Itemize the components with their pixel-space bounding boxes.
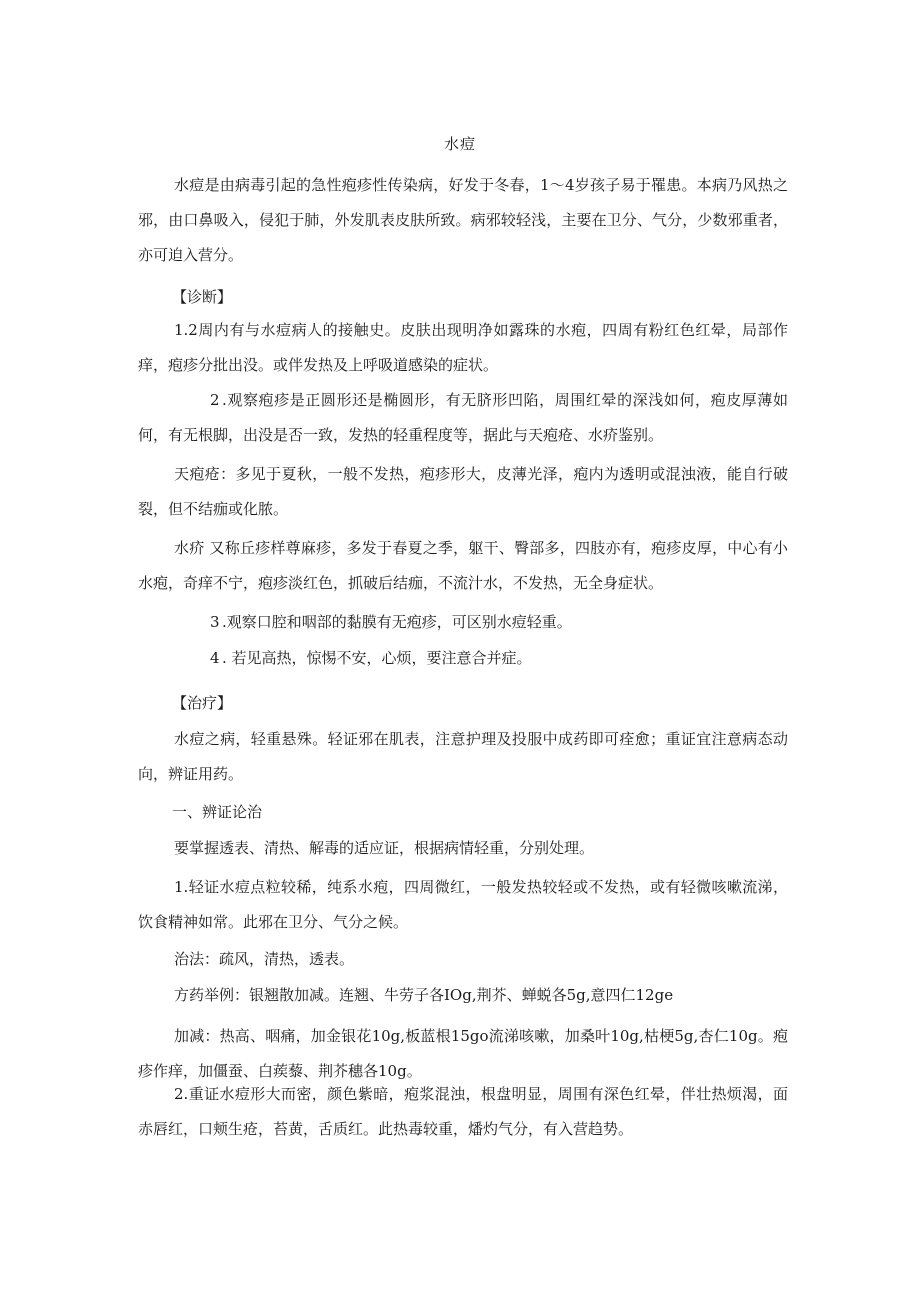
diagnosis-item-2 <box>138 383 788 453</box>
mild-case-modification: 加减：热高、咽痛，加金银花10g,板蓝根15go流涕咳嗽，加桑叶10g,枯梗5g,杏仁10g。疱疹作痒，加僵蚕、白蒺藜、荆芥穗各10g。 <box>138 1027 788 1080</box>
diagnosis-item-3 <box>138 605 788 640</box>
treatment-heading: 【治疗】 <box>172 694 233 712</box>
diagnosis-item-3-number: 3 <box>210 613 220 631</box>
diagnosis-heading: 【诊断】 <box>172 288 233 306</box>
treatment-intro: 水痘之病，轻重悬殊。轻证邪在肌表，注意护理及投服中成药即可痊愈；重证宜注意病态动向，辨证用药。 <box>138 730 788 783</box>
diagnosis-item-4 <box>138 641 788 676</box>
shuijie-paragraph: 水疥 又称丘疹样尊麻疹，多发于春夏之季，躯干、臀部多，四肢亦有，疱疹皮厚，中心有小水疱，奇痒不宁，疱疹淡红色，抓破后结痂，不流汁水，不发热，无全身症状。 <box>138 539 788 592</box>
diagnosis-item-1: 1.2周内有与水痘病人的接触史。皮肤出现明净如露珠的水疱，四周有粉红色红晕，局部作痒，疱疹分批出没。或伴发热及上呼吸道感染的症状。 <box>138 321 788 374</box>
diagnosis-item-2-number: 2 <box>210 391 220 409</box>
tianpaochuang-paragraph: 天疱疮：多见于夏秋，一般不发热，疱疹形大，皮薄光泽，疱内为透明或混浊液，能自行破裂，但不结痂或化脓。 <box>138 465 788 518</box>
syndrome-differentiation-heading: 一、辨证论治 <box>172 803 263 821</box>
mild-case-paragraph: 1.轻证水痘点粒较稀，纯系水疱，四周微红，一般发热较轻或不发热，或有轻微咳嗽流涕，饮食精神如常。此邪在卫分、气分之候。 <box>138 878 788 931</box>
diagnosis-item-4-text: . 若见高热，惊惕不安，心烦，要注意合并症。 <box>222 649 532 667</box>
intro-paragraph: 水痘是由病毒引起的急性疱疹性传染病，好发于冬春，1～4岁孩子易于罹患。本病乃风热之邪，由口鼻吸入，侵犯于肺，外发肌表皮肤所致。病邪较轻浅，主要在卫分、气分，少数邪重者，亦可迫入营分。 <box>138 176 788 264</box>
diagnosis-item-2-text: .观察疱疹是正圆形还是椭圆形，有无脐形凹陷，周围红晕的深浅如何，疱皮厚薄如何，有无根脚，出没是否一致，发热的轻重程度等，据此与天疱疮、水疥鉴别。 <box>138 391 788 444</box>
document-title: 水痘 <box>443 135 476 153</box>
treatment-principle: 要掌握透表、清热、解毒的适应证，根据病情轻重，分别处理。 <box>174 839 595 857</box>
mild-case-method: 治法：疏风，清热，透表。 <box>174 950 355 968</box>
severe-case-paragraph: 2.重证水痘形大而密，颜色紫暗，疱浆混浊，根盘明显，周围有深色红晕，伴壮热烦渴，面赤唇红，口颊生疮，苔黄，舌质红。此热毒较重，燔灼气分，有入营趋势。 <box>138 1085 788 1138</box>
diagnosis-item-4-number: 4 <box>210 649 220 667</box>
diagnosis-item-3-text: .观察口腔和咽部的黏膜有无疱疹，可区别水痘轻重。 <box>222 613 572 631</box>
mild-case-prescription: 方药举例：银翘散加减。连翘、牛劳子各IOg,荆芥、蝉蜕各5g,意四仁12ge <box>174 986 674 1004</box>
